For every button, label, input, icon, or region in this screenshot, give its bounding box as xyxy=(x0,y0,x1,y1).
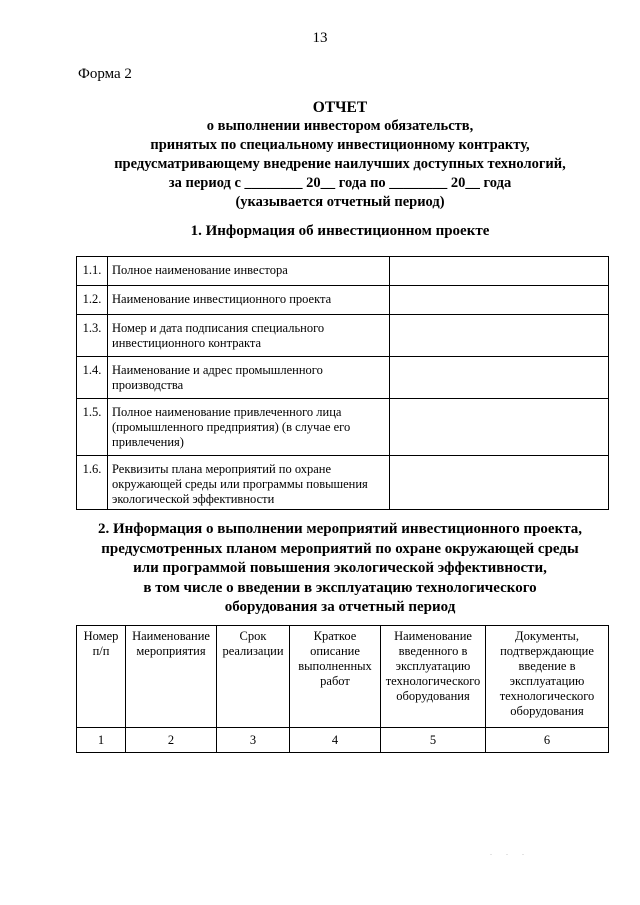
column-header: Наименование мероприятия xyxy=(126,626,217,728)
row-value-cell[interactable] xyxy=(390,257,609,286)
section2-heading-line: или программой повышения экологической эффективности, xyxy=(133,560,547,576)
row-label: Номер и дата подписания специального инвестиционного контракта xyxy=(108,315,390,357)
column-number-row xyxy=(77,728,609,753)
row-number: 1.5. xyxy=(77,399,108,456)
report-title-block xyxy=(60,98,620,212)
scan-artifact-dots: . . . xyxy=(490,848,530,857)
column-header: Краткое описание выполненных работ xyxy=(290,626,381,728)
row-value-cell[interactable] xyxy=(390,357,609,399)
row-label: Полное наименование инвестора xyxy=(108,257,390,286)
column-header: Срок реализации xyxy=(217,626,290,728)
section1-heading: 1. Информация об инвестиционном проекте xyxy=(190,223,490,239)
row-value-cell[interactable] xyxy=(390,456,609,510)
column-number: 6 xyxy=(486,728,609,753)
report-title: ОТЧЕТ xyxy=(312,99,368,116)
activities-table xyxy=(76,625,609,753)
column-header: Номер п/п xyxy=(77,626,126,728)
section2-heading-line: предусмотренных планом мероприятий по охране окружающей среды xyxy=(101,540,579,557)
title-line: предусматривающему внедрение наилучших доступных технологий, xyxy=(114,156,566,172)
column-number: 4 xyxy=(290,728,381,753)
column-number: 5 xyxy=(381,728,486,753)
column-number: 2 xyxy=(126,728,217,753)
project-info-table xyxy=(76,256,609,510)
column-number: 1 xyxy=(77,728,126,753)
row-number: 1.6. xyxy=(77,456,108,510)
row-number: 1.4. xyxy=(77,357,108,399)
row-label: Полное наименование привлеченного лица (промышленного предприятия) (в случае его привлечения) xyxy=(108,399,390,456)
section2-heading-line: в том числе о введении в эксплуатацию технологического xyxy=(143,579,537,596)
table-row xyxy=(77,315,609,357)
form-label: Форма 2 xyxy=(78,66,132,82)
row-label: Реквизиты плана мероприятий по охране окружающей среды или программы повышения экологической эффективности xyxy=(108,456,390,510)
title-line: принятых по специальному инвестиционному контракту, xyxy=(150,137,530,153)
page-number: 13 xyxy=(312,30,328,46)
table-row xyxy=(77,286,609,315)
column-header: Наименование введенного в эксплуатацию технологического оборудования xyxy=(381,626,486,728)
row-value-cell[interactable] xyxy=(390,399,609,456)
table-row xyxy=(77,456,609,510)
table-row xyxy=(77,257,609,286)
table-header-row xyxy=(77,626,609,728)
table-row xyxy=(77,399,609,456)
section2-heading-line: оборудования за отчетный период xyxy=(224,599,456,615)
title-line: о выполнении инвестором обязательств, xyxy=(206,118,474,134)
row-number: 1.3. xyxy=(77,315,108,357)
column-number: 3 xyxy=(217,728,290,753)
reporting-period-note: (указывается отчетный период) xyxy=(235,194,445,210)
section2-heading-line: 2. Информация о выполнении мероприятий инвестиционного проекта, xyxy=(97,521,583,537)
table-row xyxy=(77,357,609,399)
row-number: 1.2. xyxy=(77,286,108,315)
section2-heading xyxy=(60,520,620,618)
row-label: Наименование инвестиционного проекта xyxy=(108,286,390,315)
column-header: Документы, подтверждающие введение в эксплуатацию технологического оборудования xyxy=(486,626,609,728)
row-number: 1.1. xyxy=(77,257,108,286)
row-value-cell[interactable] xyxy=(390,286,609,315)
reporting-period-line: за период с ________ 20__ года по ________ 20__ года xyxy=(168,175,512,191)
row-label: Наименование и адрес промышленного производства xyxy=(108,357,390,399)
row-value-cell[interactable] xyxy=(390,315,609,357)
